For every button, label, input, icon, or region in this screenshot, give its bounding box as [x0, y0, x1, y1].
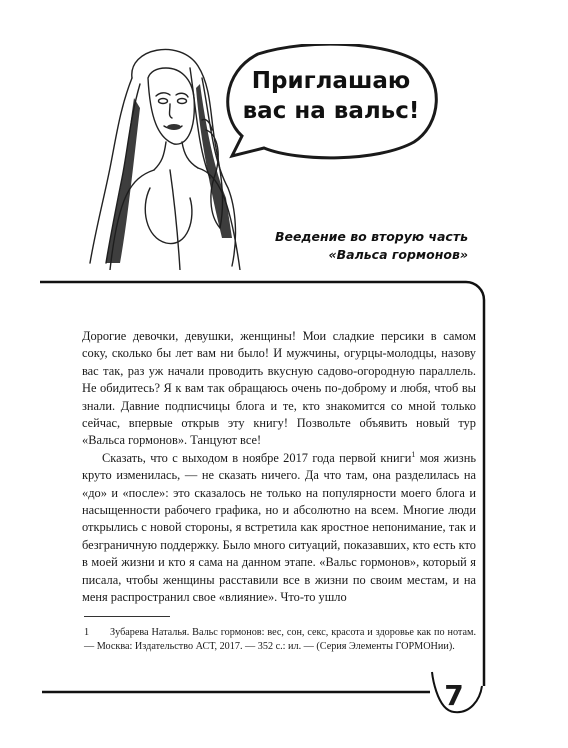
footnote — [84, 626, 476, 653]
footnote-ref[interactable]: 1 — [411, 449, 416, 459]
paragraph-text: моя жизнь круто изменилась, — не сказать ничего. Да что там, она разделилась на «до» и «после»: это сказалось не только на популярности моего блога и насыщенности рабочего графика, но и абсолютно на всем. Многие люди открылись с новой стороны, я встретила как яростное непонимание, так и безграничную поддержку. Было много ситуаций, показавших, кто есть кто в моей жизни и кто я сама на данном этапе. «Вальс гормонов», который я писала, чтобы женщины расставили все в жизни по своим местам, и на меня распространил свое «влияние». Что-то ушло — [82, 450, 476, 605]
paragraph: Дорогие девочки, девушки, женщины! Мои сладкие персики в самом соку, сколько бы лет вам ни было! И мужчины, огурцы-молодцы, назову вас так, раз уж начали проводить вкусную садово-огородную параллель. Не обидитесь? Я к вам так обращаюсь очень по-доброму и любя, чтоб вы знали. Давние подписчицы блога и те, кто знакомится со мной только сейчас, впервые открыв эту книгу! Позвольте объявить новый тур «Вальса гормонов». Танцуют все! — [82, 329, 476, 448]
section-intro-line2: «Вальса гормонов» — [328, 247, 468, 262]
bubble-text: Приглашаю вас на вальс! — [242, 68, 420, 124]
page-number: 7 — [444, 679, 464, 712]
footnote-text: Зубарева Наталья. Вальс гормонов: вес, сон, секс, красота и здоровье как по нотам. — Москва: Издательство АСТ, 2017. — 352 с.: ил. — (Серия Элементы ГОРМОНии). — [84, 627, 476, 652]
body-text — [82, 328, 476, 607]
section-intro — [275, 228, 468, 264]
paragraph-text: Сказать, что с выходом в ноябре 2017 года первой книги — [102, 450, 412, 465]
section-intro-line1: Веедение во вторую часть — [274, 229, 468, 244]
footnote-divider — [84, 616, 170, 617]
paragraph — [82, 450, 476, 607]
footnote-mark: 1 — [84, 627, 90, 638]
